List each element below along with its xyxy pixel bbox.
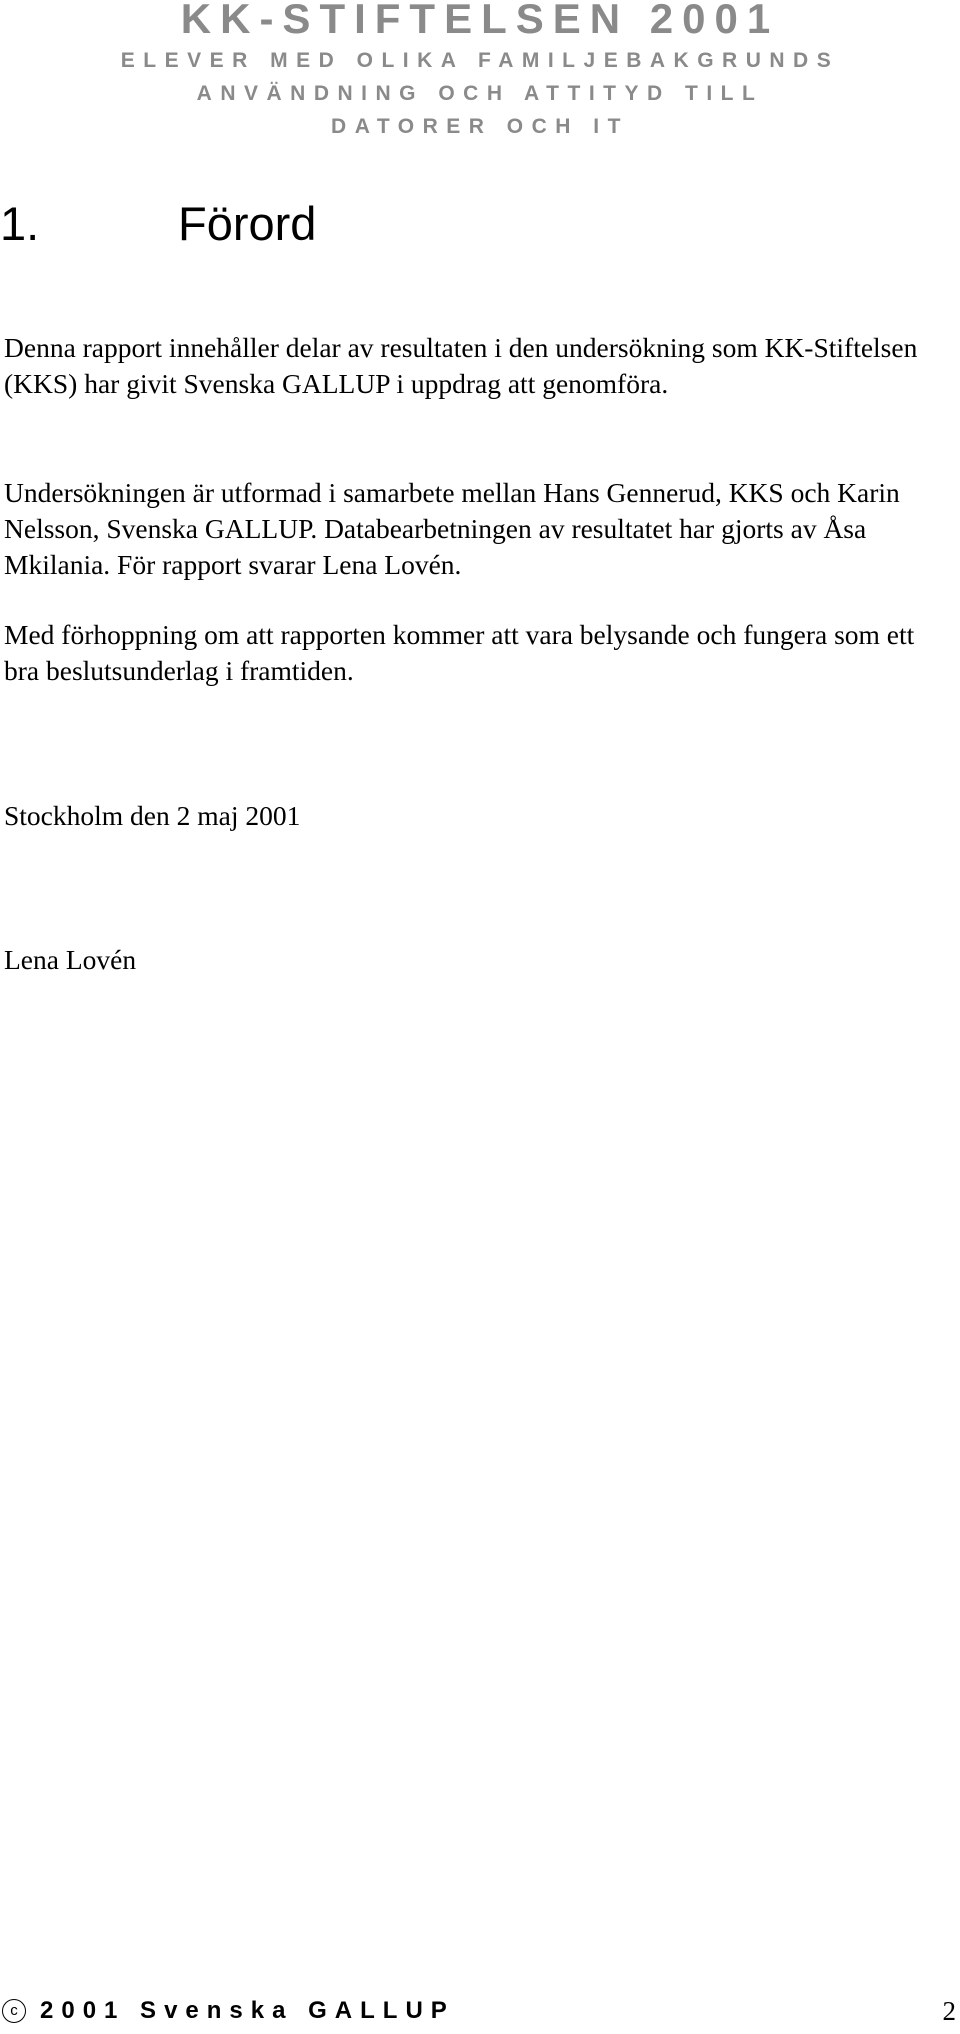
header-organization: KK-STIFTELSEN 2001: [180, 0, 780, 42]
header-subtitle-line-3: DATORER OCH IT: [331, 115, 629, 138]
paragraph-hope: Med förhoppning om att rapporten kommer att vara belysande och fungera som ett bra beslutsunderlag i framtiden.: [4, 619, 915, 686]
paragraph-intro: Denna rapport innehåller delar av resultaten i den undersökning som KK-Stiftelsen (KKS) har givit Svenska GALLUP i uppdrag att genomföra.: [4, 332, 918, 399]
paragraph-collaboration: Undersökningen är utformad i samarbete mellan Hans Gennerud, KKS och Karin Nelsson, Svenska GALLUP. Databearbetningen av resultatet har gjorts av Åsa Mkilania. För rapport svarar Lena Lovén.: [4, 477, 900, 580]
header-subtitle-line-2: ANVÄNDNING OCH ATTITYD TILL: [196, 82, 764, 105]
footer-owner: 2001 Svenska GALLUP: [40, 1997, 455, 2024]
header-subtitle-line-1: ELEVER MED OLIKA FAMILJEBAKGRUNDS: [120, 49, 840, 72]
place-date: Stockholm den 2 maj 2001: [4, 800, 301, 831]
signature-name: Lena Lovén: [4, 944, 137, 975]
chapter-number: 1.: [0, 197, 40, 250]
copyright-icon: c: [2, 1999, 26, 2023]
page-footer: [0, 1998, 960, 2028]
chapter-title: Förord: [178, 197, 317, 250]
page-header: [0, 0, 960, 143]
chapter-heading: [0, 196, 316, 252]
page-number: 2: [942, 1996, 956, 2026]
